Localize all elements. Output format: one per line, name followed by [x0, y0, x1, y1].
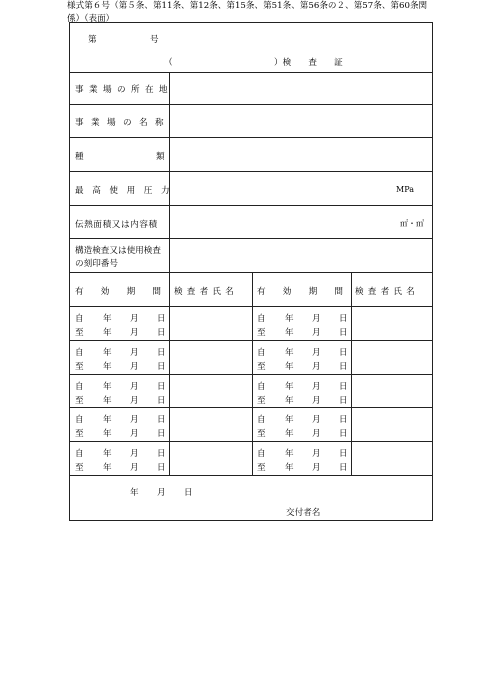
day-label: 日 [157, 415, 166, 425]
to-label: 至 [75, 463, 84, 473]
issue-day-label: 日 [184, 488, 193, 498]
location-row [70, 73, 432, 105]
month-label: 月 [130, 348, 139, 358]
col-divider-1 [169, 442, 170, 475]
year-label: 年 [103, 328, 112, 338]
paren-open: （ [164, 58, 173, 68]
location-value[interactable] [170, 73, 432, 104]
pressure-unit: MPa [396, 185, 414, 194]
month-label: 月 [312, 328, 321, 338]
to-label: 至 [257, 396, 266, 406]
from-label: 自 [257, 314, 266, 324]
type-row [70, 138, 432, 172]
from-label: 自 [257, 415, 266, 425]
from-label: 自 [257, 382, 266, 392]
day-label: 日 [339, 348, 348, 358]
year-label: 年 [103, 396, 112, 406]
year-label: 年 [103, 348, 112, 358]
type-label-2: 類 [156, 152, 165, 162]
to-label: 至 [257, 463, 266, 473]
year-label: 年 [285, 415, 294, 425]
col-divider-3 [351, 341, 352, 374]
from-label: 自 [75, 314, 84, 324]
to-label: 至 [257, 328, 266, 338]
year-label: 年 [285, 328, 294, 338]
year-label: 年 [285, 314, 294, 324]
name-value[interactable] [170, 105, 432, 137]
year-label: 年 [103, 314, 112, 324]
month-label: 月 [130, 328, 139, 338]
certificate-number-row [70, 23, 432, 73]
year-label: 年 [285, 396, 294, 406]
month-label: 月 [312, 314, 321, 324]
year-label: 年 [103, 429, 112, 439]
col-divider-1 [169, 375, 170, 407]
from-label: 自 [257, 449, 266, 459]
month-label: 月 [312, 449, 321, 459]
col-divider-3 [351, 375, 352, 407]
day-label: 日 [339, 396, 348, 406]
to-label: 至 [75, 328, 84, 338]
period-header-right: 有 効 期 間 [257, 287, 343, 297]
col-divider-1 [169, 307, 170, 340]
col-divider-3 [351, 307, 352, 340]
validity-row [70, 442, 432, 476]
month-label: 月 [130, 415, 139, 425]
day-label: 日 [157, 328, 166, 338]
col-divider-2 [252, 442, 253, 475]
month-label: 月 [130, 382, 139, 392]
month-label: 月 [130, 396, 139, 406]
certificate-title: ）検 査 証 [274, 58, 343, 68]
year-label: 年 [285, 382, 294, 392]
col-divider-2 [252, 375, 253, 407]
day-label: 日 [339, 328, 348, 338]
max-pressure-row [70, 172, 432, 206]
month-label: 月 [312, 348, 321, 358]
validity-row [70, 341, 432, 375]
day-label: 日 [157, 382, 166, 392]
day-label: 日 [157, 314, 166, 324]
type-value[interactable] [170, 138, 432, 171]
stamp-label-1: 構造検査又は使用検査 [75, 246, 161, 256]
validity-table-header [70, 273, 432, 307]
issue-year-label: 年 [130, 488, 139, 498]
number-label-gou: 号 [150, 35, 159, 45]
to-label: 至 [257, 429, 266, 439]
issue-month-label: 月 [157, 488, 166, 498]
to-label: 至 [75, 429, 84, 439]
day-label: 日 [157, 449, 166, 459]
day-label: 日 [157, 348, 166, 358]
inspector-header-right: 検査者氏名 [355, 287, 419, 297]
number-label-dai: 第 [88, 35, 97, 45]
year-label: 年 [103, 449, 112, 459]
day-label: 日 [339, 415, 348, 425]
year-label: 年 [103, 382, 112, 392]
validity-row [70, 307, 432, 341]
day-label: 日 [157, 463, 166, 473]
name-label: 事業場の名称 [75, 118, 171, 128]
day-label: 日 [339, 314, 348, 324]
col-divider-3 [351, 408, 352, 441]
year-label: 年 [285, 449, 294, 459]
day-label: 日 [339, 362, 348, 372]
day-label: 日 [339, 449, 348, 459]
day-label: 日 [157, 396, 166, 406]
col-divider-2 [252, 273, 253, 306]
col-divider-2 [252, 341, 253, 374]
area-label: 伝熱面積又は内容積 [75, 220, 158, 230]
col-divider-3 [351, 273, 352, 306]
from-label: 自 [75, 415, 84, 425]
day-label: 日 [157, 362, 166, 372]
issuer-name-label: 交付者名 [286, 508, 321, 518]
col-divider-2 [252, 408, 253, 441]
stamp-number-value[interactable] [170, 239, 432, 272]
to-label: 至 [75, 396, 84, 406]
name-row [70, 105, 432, 138]
location-label: 事業場の所在地 [75, 85, 173, 95]
month-label: 月 [312, 463, 321, 473]
inspection-certificate-form [69, 22, 433, 521]
year-label: 年 [103, 463, 112, 473]
from-label: 自 [75, 382, 84, 392]
from-label: 自 [75, 348, 84, 358]
month-label: 月 [312, 362, 321, 372]
to-label: 至 [257, 362, 266, 372]
from-label: 自 [257, 348, 266, 358]
type-label-1: 種 [75, 152, 84, 162]
stamp-label-2: の刻印番号 [75, 259, 118, 269]
year-label: 年 [103, 362, 112, 372]
day-label: 日 [339, 463, 348, 473]
year-label: 年 [285, 348, 294, 358]
from-label: 自 [75, 449, 84, 459]
max-pressure-value[interactable] [170, 172, 432, 205]
month-label: 月 [312, 396, 321, 406]
month-label: 月 [312, 415, 321, 425]
area-unit: ㎡・㎥ [400, 219, 424, 228]
month-label: 月 [312, 382, 321, 392]
col-divider-2 [252, 307, 253, 340]
day-label: 日 [157, 429, 166, 439]
month-label: 月 [130, 429, 139, 439]
to-label: 至 [75, 362, 84, 372]
year-label: 年 [285, 429, 294, 439]
year-label: 年 [103, 415, 112, 425]
col-divider-1 [169, 273, 170, 306]
col-divider-3 [351, 442, 352, 475]
stamp-number-row [70, 239, 432, 273]
month-label: 月 [130, 362, 139, 372]
month-label: 月 [130, 449, 139, 459]
day-label: 日 [339, 429, 348, 439]
month-label: 月 [312, 429, 321, 439]
validity-row [70, 408, 432, 442]
period-header-left: 有 効 期 間 [75, 287, 161, 297]
col-divider-1 [169, 341, 170, 374]
col-divider-1 [169, 408, 170, 441]
max-pressure-label: 最高使用圧力 [75, 186, 179, 196]
issuance-footer [70, 476, 432, 520]
year-label: 年 [285, 362, 294, 372]
area-row [70, 206, 432, 239]
inspector-header-left: 検査者氏名 [174, 287, 238, 297]
form-header-title: 様式第６号（第５条、第11条、第12条、第15条、第51条、第56条の２、第57条、第60条関係）（表面） [67, 1, 428, 24]
month-label: 月 [130, 314, 139, 324]
validity-row [70, 375, 432, 408]
year-label: 年 [285, 463, 294, 473]
month-label: 月 [130, 463, 139, 473]
area-value[interactable] [170, 206, 432, 238]
day-label: 日 [339, 382, 348, 392]
